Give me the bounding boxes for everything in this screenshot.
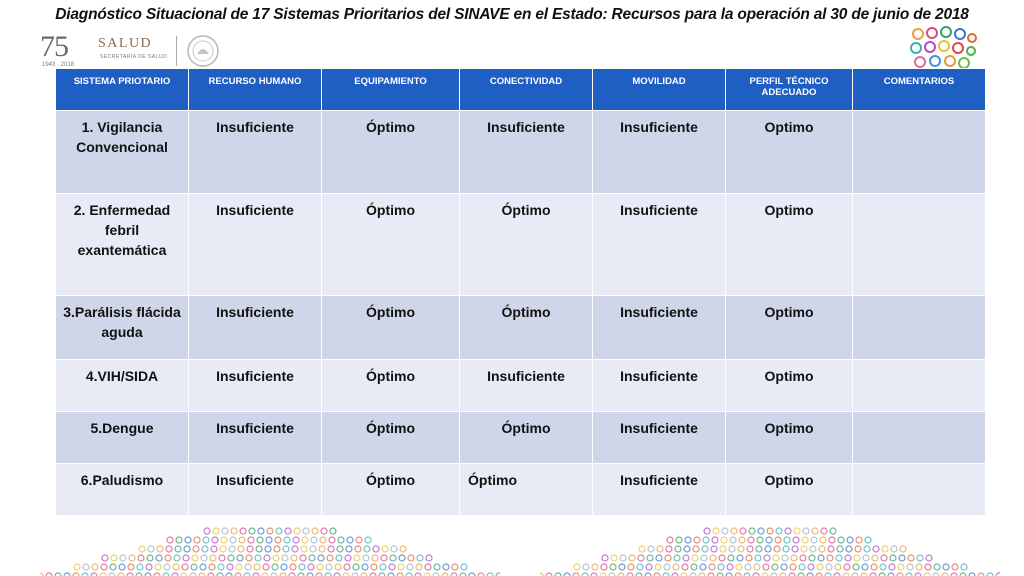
table-row: [56, 464, 986, 516]
header-movilidad: MOVILIDAD: [593, 69, 726, 111]
table-row: [56, 111, 986, 194]
cell-sistema: 6.Paludismo: [56, 464, 189, 516]
cell-equipamiento: Óptimo: [322, 464, 460, 516]
cell-perfil-tecnico: Optimo: [726, 412, 853, 464]
decorative-dots-right-icon: [540, 516, 1000, 576]
cell-sistema: 4.VIH/SIDA: [56, 360, 189, 412]
cell-comentarios: [853, 412, 986, 464]
cell-movilidad: Insuficiente: [593, 296, 726, 360]
cell-conectividad: Óptimo: [460, 464, 593, 516]
header-recurso-humano: RECURSO HUMANO: [189, 69, 322, 111]
logo-salud-text: SALUD: [98, 36, 153, 51]
table-row: [56, 296, 986, 360]
cell-conectividad: Insuficiente: [460, 111, 593, 194]
cell-equipamiento: Óptimo: [322, 296, 460, 360]
decorative-rings-icon: [908, 26, 980, 72]
cell-comentarios: [853, 464, 986, 516]
logo-years: 1943 · 2018: [42, 62, 75, 68]
cell-recurso-humano: Insuficiente: [189, 194, 322, 296]
cell-conectividad: Insuficiente: [460, 360, 593, 412]
cell-movilidad: Insuficiente: [593, 360, 726, 412]
cell-sistema: 2. Enfermedad febril exantemática: [56, 194, 189, 296]
logo-75-number: 75: [40, 30, 68, 63]
cell-equipamiento: Óptimo: [322, 194, 460, 296]
cell-recurso-humano: Insuficiente: [189, 464, 322, 516]
cell-conectividad: Óptimo: [460, 194, 593, 296]
cell-comentarios: [853, 194, 986, 296]
logo-divider: [176, 36, 177, 66]
cell-movilidad: Insuficiente: [593, 412, 726, 464]
cell-comentarios: [853, 296, 986, 360]
table-row: [56, 412, 986, 464]
cell-perfil-tecnico: Optimo: [726, 111, 853, 194]
cell-conectividad: Óptimo: [460, 296, 593, 360]
cell-equipamiento: Óptimo: [322, 412, 460, 464]
cell-recurso-humano: Insuficiente: [189, 296, 322, 360]
cell-perfil-tecnico: Optimo: [726, 296, 853, 360]
header-conectividad: CONECTIVIDAD: [460, 69, 593, 111]
cell-movilidad: Insuficiente: [593, 194, 726, 296]
cell-equipamiento: Óptimo: [322, 111, 460, 194]
cell-comentarios: [853, 111, 986, 194]
table-row: [56, 194, 986, 296]
cell-sistema: 1. Vigilancia Convencional: [56, 111, 189, 194]
logo-subtitle: SECRETARÍA DE SALUD: [100, 54, 168, 60]
cell-perfil-tecnico: Optimo: [726, 194, 853, 296]
table-header-row: [56, 69, 986, 111]
cell-movilidad: Insuficiente: [593, 464, 726, 516]
slide-title: Diagnóstico Situacional de 17 Sistemas Prioritarios del SINAVE en el Estado: Recursos para la operación al 30 de junio de 2018: [55, 6, 969, 23]
cell-recurso-humano: Insuficiente: [189, 360, 322, 412]
cell-perfil-tecnico: Optimo: [726, 464, 853, 516]
cell-sistema: 5.Dengue: [56, 412, 189, 464]
cell-equipamiento: Óptimo: [322, 360, 460, 412]
cell-comentarios: [853, 360, 986, 412]
cell-recurso-humano: Insuficiente: [189, 111, 322, 194]
cell-movilidad: Insuficiente: [593, 111, 726, 194]
header-equipamiento: EQUIPAMIENTO: [322, 69, 460, 111]
mexico-seal-icon: [186, 34, 220, 68]
header-sistema: SISTEMA PRIOTARIO: [56, 69, 189, 111]
cell-conectividad: Óptimo: [460, 412, 593, 464]
header-perfil-tecnico: PERFIL TÉCNICO ADECUADO: [726, 69, 853, 111]
header-comentarios: COMENTARIOS: [853, 69, 986, 111]
cell-perfil-tecnico: Optimo: [726, 360, 853, 412]
table-row: [56, 360, 986, 412]
cell-sistema: 3.Parálisis flácida aguda: [56, 296, 189, 360]
decorative-dots-left-icon: [40, 516, 500, 576]
cell-recurso-humano: Insuficiente: [189, 412, 322, 464]
resources-table: [55, 68, 986, 516]
